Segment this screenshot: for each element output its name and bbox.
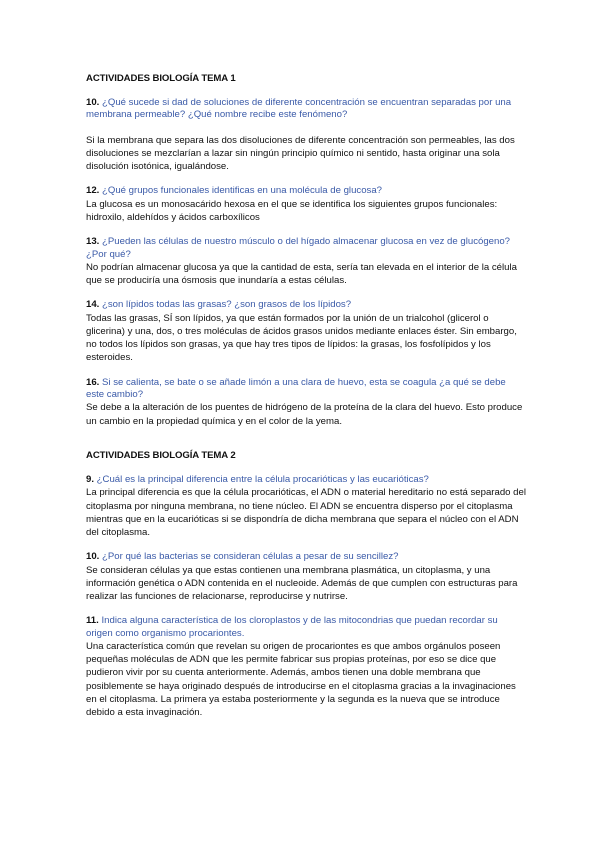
question-text: [86, 551, 526, 563]
question-number: 16.: [86, 376, 100, 388]
question-item: [86, 474, 526, 539]
question-text: [86, 97, 526, 122]
question-number: 13.: [86, 236, 100, 248]
question-body: Indica alguna característica de los cloroplastos y de las mitocondrias que puedan recordar su origen como organismo procariontes.: [86, 615, 498, 639]
answer-text: Si la membrana que separa las dos disoluciones de diferente concentración son permeables, las dos disoluciones se mezclarían a lazar sin ningún principio químico ni sentido, hasta originar una sola disolución isotónica, igualándose.: [86, 134, 515, 173]
question-body: ¿Cuál es la principal diferencia entre la célula procarióticas y las eucarióticas?: [94, 473, 429, 485]
question-item: [86, 615, 526, 719]
section-tema-1: [86, 72, 526, 428]
question-number: 14.: [86, 299, 100, 311]
question-text: [86, 236, 526, 261]
question-item: [86, 185, 526, 224]
question-number: 11.: [86, 615, 99, 627]
question-number: 12.: [86, 185, 100, 197]
question-body: ¿son lípidos todas las grasas? ¿son grasos de los lípidos?: [99, 299, 352, 311]
question-text: [86, 474, 526, 486]
question-body: ¿Pueden las células de nuestro músculo o del hígado almacenar glucosa en vez de glucógeno? ¿Por qué?: [86, 236, 511, 260]
question-text: [86, 299, 526, 311]
question-item: [86, 551, 526, 603]
question-list: [86, 97, 526, 428]
answer-text: No podrían almacenar glucosa ya que la cantidad de esta, sería tan elevada en el interior de la célula que se produciría una ósmosis que inundaría a estas células.: [86, 262, 517, 287]
question-item: [86, 97, 526, 173]
question-text: [86, 185, 526, 197]
section-tema-2: [86, 449, 526, 719]
question-body: ¿Qué grupos funcionales identificas en una molécula de glucosa?: [99, 185, 383, 197]
question-number: 10.: [86, 97, 100, 108]
answer-text: Una característica común que revelan su origen de procariontes es que ambos orgánulos poseen pequeñas moléculas de ADN que les permite fabricar sus propias proteínas, por eso se dice que pudieron vivir por su cuenta anteriormente. Además, ambos tienen una doble membrana que posiblemente se haya originado después de introducirse en el citoplasma gracias a la invaginaciones en el citoplasma. La primera ya estaba posteriormente y la segunda es la nueva que se introduce debido a esta invaginación.: [86, 640, 516, 718]
document-content: [86, 72, 526, 719]
answer-text: Todas las grasas, SÍ son lípidos, ya que están formados por la unión de un trialcohol (glicerol o glicerina) y una, dos, o tres moléculas de ácidos grasos unidos mediante enlaces éster. Sin embargo, no todos los lípidos son grasas, ya que hay tres tipos de lípidos: la grasas, los fosfolípidos y los esteroides.: [86, 312, 517, 364]
question-number: 10.: [86, 551, 100, 563]
answer-text: La principal diferencia es que la célula procarióticas, el ADN o material hereditario no está separado del citoplasma por ninguna membrana, no tiene núcleo. El ADN se encuentra disperso por el citoplasma mientras que en la eucarióticas si se dispondría de dicha membrana que separa el núcleo con el ADN del citoplasma.: [86, 487, 526, 538]
answer-text: La glucosa es un monosacárido hexosa en el que se identifica los siguientes grupos funcionales: hidroxilo, aldehídos y ácidos carboxílicos: [86, 198, 498, 224]
answer-text: Se consideran células ya que estas contienen una membrana plasmática, un citoplasma, y una información genética o ADN contenida en el nucleoide. Además de que cumplen con estructuras para realizar las funciones de relacionarse, reproducirse y nutrirse.: [86, 564, 518, 602]
question-item: [86, 299, 526, 364]
question-item: [86, 377, 526, 428]
question-item: [86, 236, 526, 287]
question-text: [86, 377, 526, 402]
question-body: ¿Qué sucede si dad de soluciones de diferente concentración se encuentran separadas por una membrana permeable? ¿Qué nombre recibe este fenómeno?: [86, 97, 512, 121]
section-title: ACTIVIDADES BIOLOGÍA TEMA 2: [86, 449, 236, 461]
question-text: [86, 615, 526, 640]
question-body: Si se calienta, se bate o se añade limón a una clara de huevo, esta se coagula ¿a qué se debe este cambio?: [86, 376, 506, 401]
section-title: ACTIVIDADES BIOLOGÍA TEMA 1: [86, 73, 236, 84]
answer-text: Se debe a la alteración de los puentes de hidrógeno de la proteína de la clara del huevo. Esto produce un cambio en la propiedad química y en el color de la yema.: [86, 402, 523, 427]
question-list: [86, 474, 526, 719]
question-number: 9.: [86, 473, 95, 485]
question-body: ¿Por qué las bacterias se consideran células a pesar de su sencillez?: [99, 551, 399, 563]
